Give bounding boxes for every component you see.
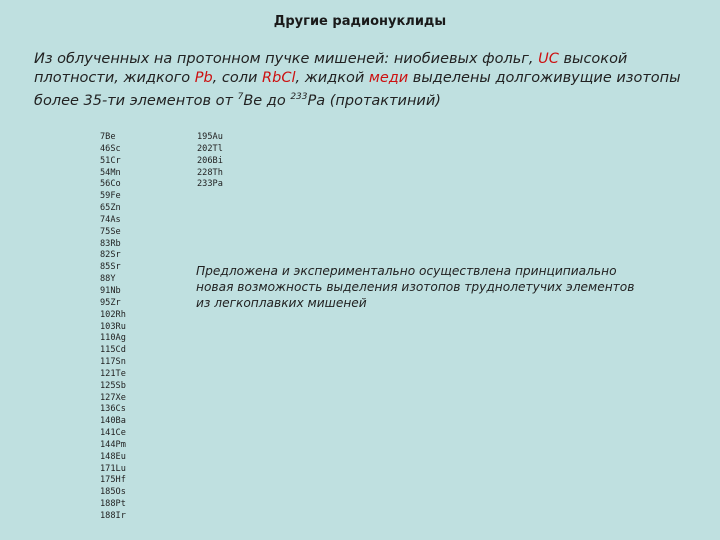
- isotope-item: 148Eu: [100, 451, 126, 462]
- intro-text: выделены долгоживущие изотопы более 35-ти элементов от: [34, 70, 681, 109]
- isotope-list-left: [100, 132, 126, 523]
- isotope-item: 195Au: [197, 132, 223, 142]
- isotope-item: 171Lu: [100, 463, 126, 474]
- isotope-item: 54Mn: [100, 167, 121, 178]
- isotope-item: 115Cd: [100, 345, 126, 356]
- intro-text: , жидкой: [295, 70, 369, 86]
- uc-highlight: UC: [538, 51, 559, 67]
- conclusion-note: [196, 264, 696, 311]
- intro-text: до: [262, 92, 291, 109]
- pa-superscript: 233: [290, 92, 308, 102]
- isotope-item: 228Th: [197, 167, 223, 178]
- intro-text: высокой плотности, жидкого: [34, 51, 628, 86]
- isotope-item: 82Sr: [100, 250, 121, 261]
- intro-text: , соли: [212, 70, 263, 86]
- isotope-item: 121Te: [100, 368, 126, 379]
- isotope-item: 144Pm: [100, 439, 126, 450]
- intro-text: Из облученных на протонном пучке мишеней: ниобиевых фольг,: [34, 51, 539, 67]
- isotope-item: 117Sn: [100, 357, 126, 368]
- isotope-item: 103Ru: [100, 321, 126, 332]
- isotope-item: 85Sr: [100, 262, 121, 273]
- rbcl-highlight: RbCl: [262, 70, 296, 86]
- isotope-item: 95Zr: [100, 297, 121, 308]
- isotope-item: 127Xe: [100, 392, 126, 403]
- be-superscript: 7: [237, 92, 244, 102]
- isotope-item: 206Bi: [197, 155, 223, 166]
- isotope-item: 140Ba: [100, 416, 126, 427]
- intro-text: (протактиний): [325, 92, 441, 109]
- pa-symbol: Pa: [307, 92, 326, 109]
- isotope-item: 185Os: [100, 487, 126, 498]
- isotope-item: 102Rh: [100, 309, 126, 320]
- isotope-item: 75Se: [100, 226, 121, 237]
- isotope-item: 91Nb: [100, 285, 121, 296]
- isotope-item: 202Tl: [197, 143, 223, 154]
- isotope-item: 125Sb: [100, 380, 126, 391]
- isotope-item: 88Y: [100, 274, 116, 285]
- isotope-list-right: [197, 132, 223, 191]
- intro-paragraph: [34, 50, 694, 111]
- be-symbol: Be: [243, 92, 263, 109]
- isotope-item: 65Zn: [100, 203, 121, 214]
- isotope-item: 233Pa: [197, 179, 223, 190]
- isotope-item: 56Co: [100, 179, 121, 190]
- isotope-item: 141Ce: [100, 428, 126, 439]
- isotope-item: 110Ag: [100, 333, 126, 344]
- isotope-item: 74As: [100, 214, 121, 225]
- note-line: Предложена и экспериментально осуществлена принципиально: [196, 264, 617, 278]
- isotope-item: 51Cr: [100, 155, 121, 166]
- note-line: новая возможность выделения изотопов труднолетучих элементов: [196, 279, 635, 294]
- isotope-item: 59Fe: [100, 191, 121, 202]
- isotope-item: 46Sc: [100, 143, 121, 154]
- isotope-item: 136Cs: [100, 404, 126, 415]
- isotope-item: 188Pt: [100, 499, 126, 510]
- isotope-item: 188Ir: [100, 511, 126, 521]
- isotope-item: 175Hf: [100, 475, 126, 486]
- isotope-item: 83Rb: [100, 238, 121, 249]
- copper-highlight: меди: [368, 70, 409, 86]
- note-line: из легкоплавких мишеней: [196, 295, 367, 310]
- isotope-item: 7Be: [100, 132, 116, 142]
- page-title: Другие радионуклиды: [273, 14, 447, 29]
- pb-highlight: Pb: [194, 70, 213, 86]
